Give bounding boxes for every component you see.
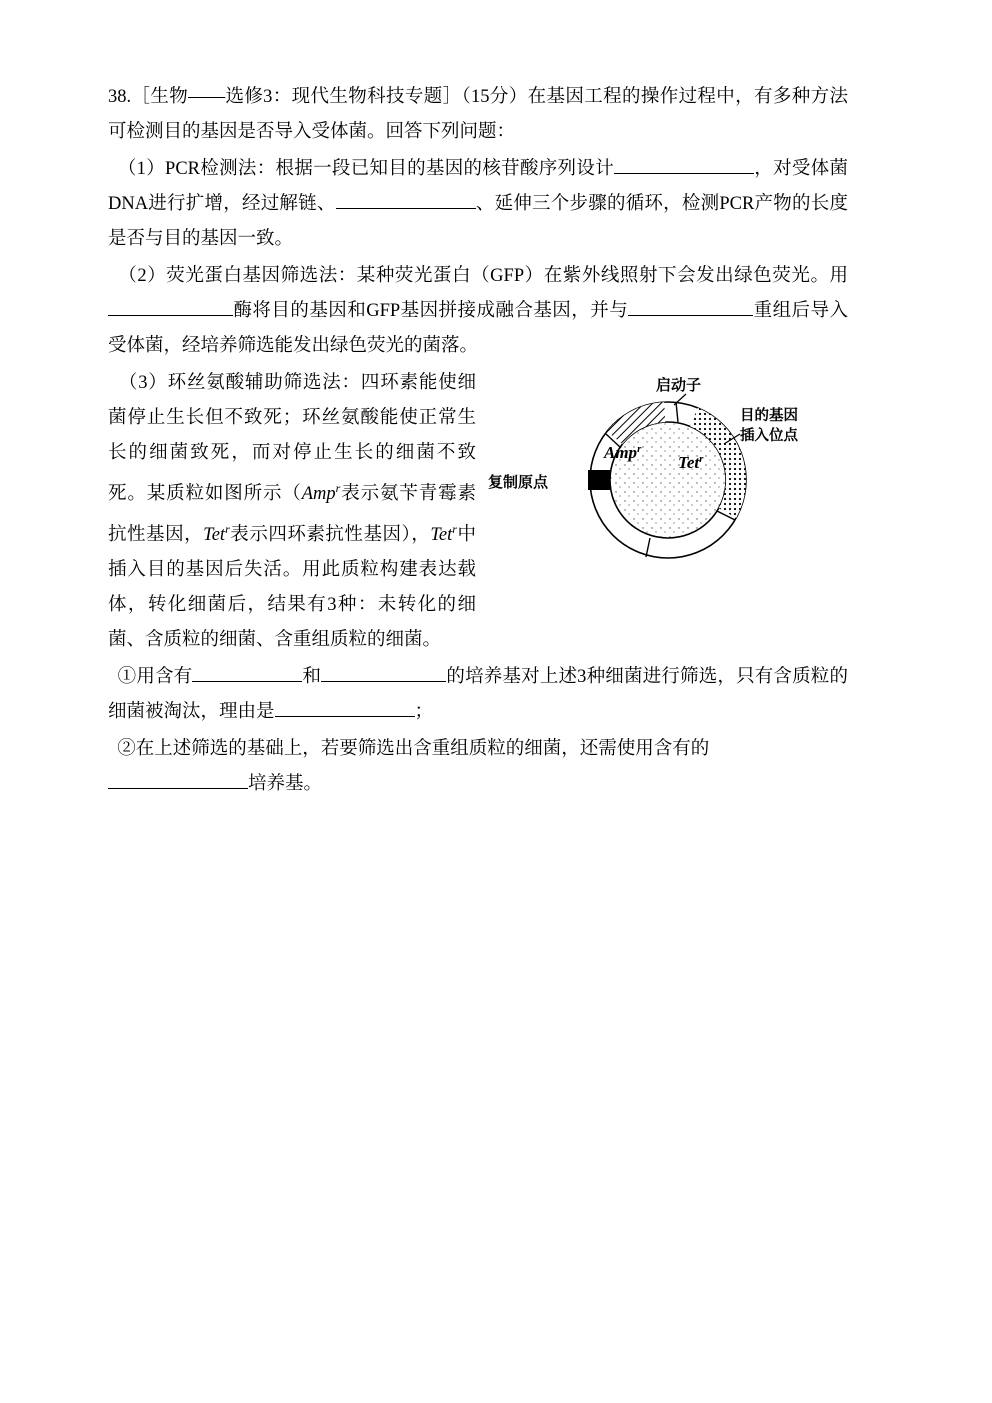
tet-label: Tet$^r$ (678, 453, 704, 472)
part-3-text-4: 中插入目的基因后失活。用此质粒构建表达载体，转化细菌后，结果有3种：未转化的细菌、含质粒的细菌、含重组质粒的细菌。 (108, 525, 476, 651)
sub-item-1 (108, 660, 848, 730)
part-3-text-3: 表示四环素抗性基因）， (229, 525, 431, 546)
sub-item-1-label: ① (117, 667, 137, 688)
part-3-amp-sup: r (335, 481, 341, 495)
part-1-blank-2[interactable] (336, 208, 476, 209)
sub-item-1-blank-2[interactable] (321, 681, 446, 682)
part-2-label: （2） (118, 266, 167, 286)
plasmid-figure (488, 372, 848, 587)
part-2-text-2: 酶将目的基因和GFP基因拼接成融合基因，并与 (233, 301, 629, 321)
part-1-label: （1） (117, 159, 166, 179)
promoter-label: 启动子 (656, 376, 702, 394)
part-1 (108, 152, 848, 257)
part-3-amp: Amp (301, 484, 336, 505)
question-header (108, 80, 848, 150)
part-3-tet-sup: r (225, 522, 230, 537)
part-3-text-1: 环丝氨酸辅助筛选法：四环素能使细菌停止生长但不致死；环丝氨酸能使正常生长的细菌致死，而对停止生长的细菌不致死。某质粒如图所示（ (108, 373, 476, 505)
part-3-tet2-sup: r (452, 522, 457, 537)
sub-item-1-text-2: 和 (302, 667, 322, 688)
sub-item-1-text-3: 的培养基对上述3种细菌进行筛选，只有含质粒的细菌被淘汰，理由是 (108, 667, 848, 723)
part-3-tet: Tet (203, 525, 226, 546)
part-2-blank-1[interactable] (108, 315, 233, 316)
part-1-text-2: ，对受体菌DNA进行扩增，经过解链、 (108, 159, 848, 214)
sub-item-2-text-1: 在上述筛选的基础上，若要筛选出含重组质粒的细菌，还需使用含有的 (135, 739, 710, 760)
part-2-text-3: 重组后导入受体菌，经培养筛选能发出绿色荧光的菌落。 (108, 301, 848, 356)
sub-item-2-text-2: 培养基。 (248, 774, 323, 795)
sub-item-1-blank-1[interactable] (192, 681, 302, 682)
part-2-text-1: 荧光蛋白基因筛选法：某种荧光蛋白（GFP）在紫外线照射下会发出绿色荧光。用 (166, 266, 848, 286)
sub-item-1-text-4: ； (414, 702, 434, 723)
part-2-blank-2[interactable] (628, 315, 753, 316)
part-1-blank-1[interactable] (614, 173, 754, 174)
part-1-text-1: PCR检测法：根据一段已知目的基因的核苷酸序列设计 (165, 159, 614, 179)
sub-item-2-label: ② (117, 739, 136, 760)
part-3-label: （3） (118, 373, 168, 393)
part-2 (108, 259, 848, 364)
document-content (108, 80, 848, 804)
part-1-text-3: 、延伸三个步骤的循环，检测PCR产物的长度是否与目的基因一致。 (108, 194, 848, 249)
sub-item-1-blank-3[interactable] (275, 716, 415, 717)
origin-label: 复制原点 (488, 473, 549, 491)
insertion-site-label-line2: 插入位点 (740, 428, 798, 444)
sub-item-2 (108, 732, 848, 802)
sub-item-2-blank-1[interactable] (108, 788, 248, 789)
amp-label: Amp$^r$ (604, 443, 642, 462)
insertion-site-label-line1: 目的基因 (740, 408, 798, 424)
part-3-tet2: Tet (430, 525, 453, 546)
question-number: 38. (108, 87, 132, 107)
part-3-text-2: 表示氨苄青霉素抗性基因， (108, 484, 476, 546)
sub-item-1-text-1: 用含有 (136, 667, 193, 688)
question-header-text: ［生物——选修3：现代生物科技专题］（15分）在基因工程的操作过程中，有多种方法可检测目的基因是否导入受体菌。回答下列问题： (108, 87, 848, 142)
